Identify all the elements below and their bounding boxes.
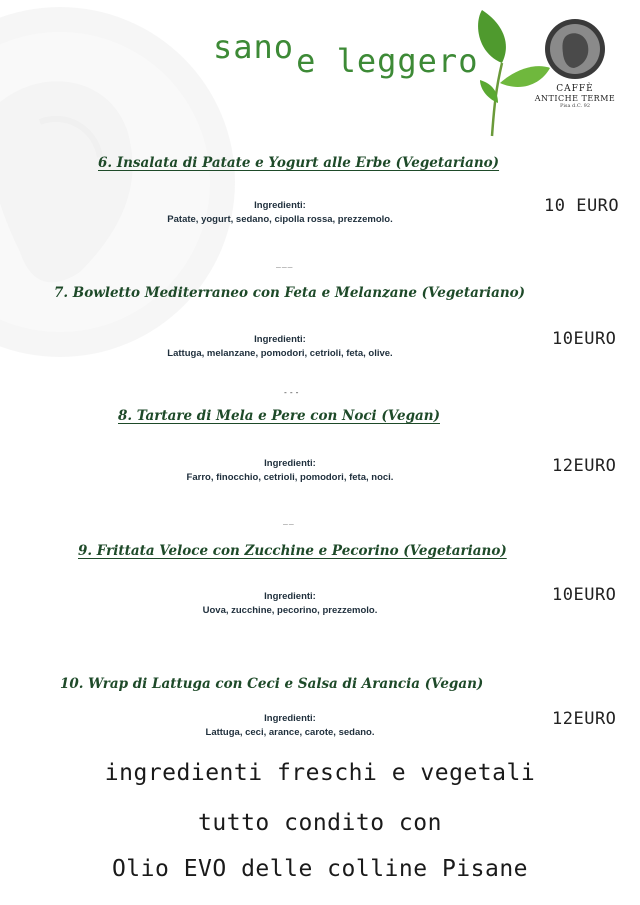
ingredients-text: Farro, finocchio, cetrioli, pomodori, feta, noci. <box>186 472 394 483</box>
ingredients-block <box>120 457 460 485</box>
dish-price: 10EURO <box>552 329 617 349</box>
ingredients-label: Ingredienti: <box>254 200 306 211</box>
ingredients-label: Ingredienti: <box>264 458 316 469</box>
dish-price: 12EURO <box>552 709 617 729</box>
dish-title: 10. Wrap di Lattuga con Ceci e Salsa di Arancia (Vegan) <box>60 676 484 692</box>
ingredients-text: Lattuga, melanzane, pomodori, cetrioli, feta, olive. <box>167 348 393 359</box>
dish-title: 6. Insalata di Patate e Yogurt alle Erbe (Vegetariano) <box>98 155 500 171</box>
logo-subtitle: ANTICHE TERME <box>534 94 616 103</box>
footer-line: Olio EVO delle colline Pisane <box>111 856 529 882</box>
logo-name: CAFFÈ <box>556 84 594 94</box>
footer-line: tutto condito con <box>198 810 442 836</box>
logo-small-text: Pisa d.C. 92 <box>559 103 591 109</box>
ingredients-block <box>120 712 460 740</box>
menu-title-part2: e leggero <box>296 42 479 80</box>
dish-price: 12EURO <box>552 456 617 476</box>
separator: ___ <box>276 259 294 268</box>
coin-watermark <box>0 0 240 372</box>
logo <box>532 18 618 109</box>
ingredients-label: Ingredienti: <box>264 713 316 724</box>
separator: __ <box>283 516 295 525</box>
ingredients-text: Uova, zucchine, pecorino, prezzemolo. <box>202 605 378 616</box>
ingredients-text: Patate, yogurt, sedano, cipolla rossa, prezzemolo. <box>167 214 393 225</box>
ingredients-block <box>110 199 450 227</box>
ingredients-block <box>120 590 460 618</box>
ingredients-label: Ingredienti: <box>264 591 316 602</box>
dish-price: 10EURO <box>552 585 617 605</box>
menu-title <box>213 28 479 80</box>
footer-line: ingredienti freschi e vegetali <box>104 760 536 786</box>
ingredients-text: Lattuga, ceci, arance, carote, sedano. <box>205 727 375 738</box>
dish-price: 10 EURO <box>544 196 620 216</box>
logo-coin-icon <box>544 18 606 80</box>
dish-title: 8. Tartare di Mela e Pere con Noci (Vegan) <box>118 408 440 424</box>
dish-title: 9. Frittata Veloce con Zucchine e Pecorino (Vegetariano) <box>78 543 507 559</box>
separator: --- <box>283 388 301 397</box>
ingredients-label: Ingredienti: <box>254 334 306 345</box>
menu-title-part1: sano <box>213 28 295 66</box>
dish-title: 7. Bowletto Mediterraneo con Feta e Melanzane (Vegetariano) <box>54 285 526 301</box>
ingredients-block <box>110 333 450 361</box>
